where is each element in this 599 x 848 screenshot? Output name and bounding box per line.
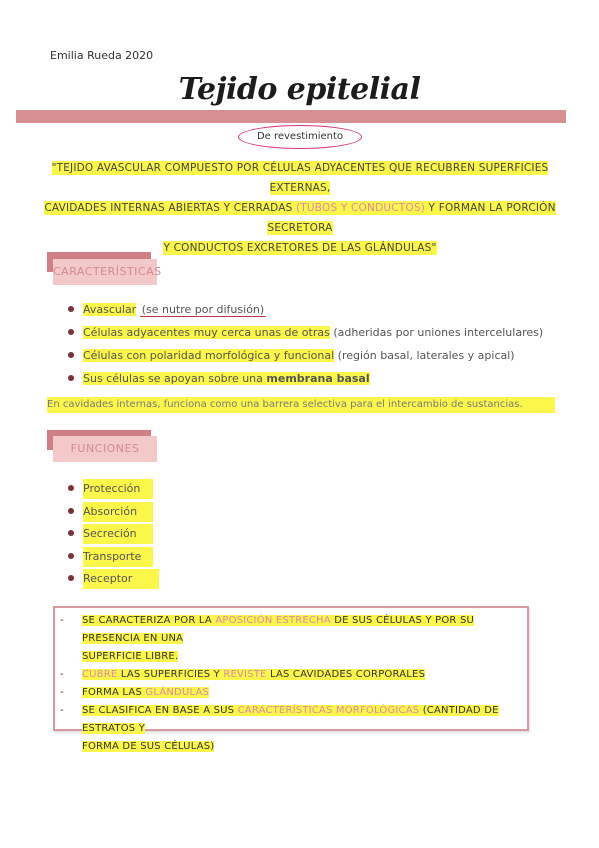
summary-item: - FORMA LAS GLÁNDULAS: [60, 687, 210, 698]
list-item: Avascular (se nutre por difusión): [65, 300, 543, 323]
summary-item: - SE CLASIFICA EN BASE A SUS CARACTERÍSTICAS MORFOLÓGICAS (CANTIDAD DE ESTRATOS Y FORMA DE SUS CÉLULAS): [60, 705, 499, 752]
list-item: Protección: [65, 479, 159, 502]
note: En cavidades internas, funciona como una barrera selectiva para el intercambio de sustancias.: [47, 397, 555, 413]
caracteristicas-list: [65, 300, 543, 392]
page-title: Tejido epitelial: [178, 72, 421, 107]
definition-line-2c: Y FORMAN LA PORCIÓN SECRETORA: [267, 202, 556, 234]
title-bar: [16, 110, 566, 123]
list-item: Células adyacentes muy cerca unas de otras (adheridas por uniones intercelulares): [65, 323, 543, 346]
list-item: Sus células se apoyan sobre una membrana basal: [65, 369, 543, 392]
funciones-heading: FUNCIONES: [53, 436, 157, 462]
definition-line-2a: CAVIDADES INTERNAS ABIERTAS Y CERRADAS: [44, 202, 296, 214]
definition-line-1: "TEJIDO AVASCULAR COMPUESTO POR CÉLULAS ADYACENTES QUE RECUBREN SUPERFICIES EXTERNAS,: [51, 162, 549, 194]
funciones-list: [65, 479, 159, 592]
definition-line-2b: (TUBOS Y CONDUCTOS): [295, 202, 426, 214]
list-item: Receptor: [65, 569, 159, 592]
subtitle-oval: De revestimiento: [238, 125, 362, 149]
list-item: Secreción: [65, 524, 159, 547]
list-item: Absorción: [65, 502, 159, 525]
definition: [40, 158, 560, 258]
caracteristicas-heading: CARACTERÍSTICAS: [53, 259, 157, 285]
list-item: Transporte: [65, 547, 159, 570]
list-item: Células con polaridad morfológica y funcional (región basal, laterales y apical): [65, 346, 543, 369]
summary-item: - SE CARACTERIZA POR LA APOSICIÓN ESTRECHA DE SUS CÉLULAS Y POR SU PRESENCIA EN UNA SUPERFICIE LIBRE.: [60, 615, 475, 662]
author-name: Emilia Rueda 2020: [50, 49, 154, 62]
summary-list: [60, 612, 515, 756]
definition-line-3: Y CONDUCTOS EXCRETORES DE LAS GLÁNDULAS": [163, 242, 437, 254]
summary-item: - CUBRE LAS SUPERFICIES Y REVISTE LAS CAVIDADES CORPORALES: [60, 669, 426, 680]
